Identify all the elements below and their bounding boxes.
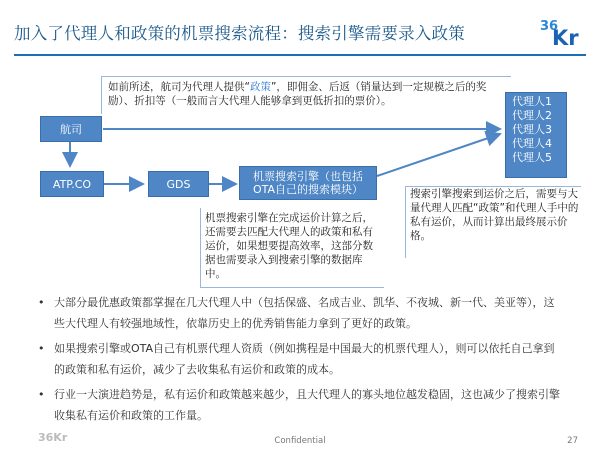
svg-text:Kr: Kr xyxy=(552,26,579,46)
agent-item: 代理人3 xyxy=(512,123,552,136)
agent-item: 代理人5 xyxy=(512,151,552,164)
atpco-box: ATP.CO xyxy=(40,171,104,197)
top-note-highlight: 政策 xyxy=(249,81,271,93)
footer-confidential: Confidential xyxy=(274,436,326,446)
engine-note: 机票搜索引擎在完成运价计算之后，还需要去匹配大代理人的政策和私有运价，如果想要提高效率，这部分数据也需要录入到搜索引擎的数据库中。 xyxy=(205,212,373,280)
bullet-dot-icon: • xyxy=(38,388,45,401)
airline-box: 航司 xyxy=(40,116,102,142)
bullet-text: 如果搜索引擎或OTA自己有机票代理人资质（例如携程是中国最大的机票代理人），则可以依托自己拿到的政策和私有运价，减少了去收集私有运价和政策的成本。 xyxy=(54,342,555,376)
bullet-item xyxy=(40,292,560,334)
gds-box: GDS xyxy=(148,171,209,197)
right-note: 搜索引擎搜索到运价之后，需要与大量代理人匹配“政策”和代理人手中的私有运价，从而计算出最终展示价格。 xyxy=(410,188,579,242)
svg-text:36: 36 xyxy=(540,19,559,34)
bullet-item xyxy=(40,384,560,426)
agent-item: 代理人1 xyxy=(512,95,552,108)
top-note-after: ”，即佣金、后返（销量达到一定规模之后的奖励）、折扣等（一般而言大代理人能够拿到更低折扣的票价）。 xyxy=(108,81,487,107)
search-engine-box: 机票搜索引擎（也包括OTA自己的搜索模块） xyxy=(239,166,377,200)
bullet-dot-icon: • xyxy=(38,342,45,355)
bullet-dot-icon: • xyxy=(38,296,45,309)
bullet-text: 大部分最优惠政策都掌握在几大代理人中（包括保盛、名成吉业、凯华、不夜城、新一代、美亚等），这些大代理人有较强地域性，依靠历史上的优秀销售能力拿到了更好的政策。 xyxy=(54,296,555,330)
page-title: 加入了代理人和政策的机票搜索流程：搜索引擎需要录入政策 xyxy=(14,24,465,43)
bullet-list xyxy=(40,292,560,430)
agent-item: 代理人4 xyxy=(512,137,552,150)
page-number: 27 xyxy=(567,436,578,446)
top-note-before: 如前所述，航司为代理人提供“ xyxy=(108,81,250,93)
footer-logo: 36Kr xyxy=(38,431,68,444)
bullet-item xyxy=(40,338,560,380)
arrow-engine-to-agents xyxy=(377,134,500,176)
agent-item: 代理人2 xyxy=(512,109,552,122)
agents-box xyxy=(505,92,567,178)
bullet-text: 行业一大演进趋势是，私有运价和政策越来越少，且大代理人的寡头地位越发稳固，这也减少了搜索引擎收集私有运价和政策的工作量。 xyxy=(54,388,560,422)
